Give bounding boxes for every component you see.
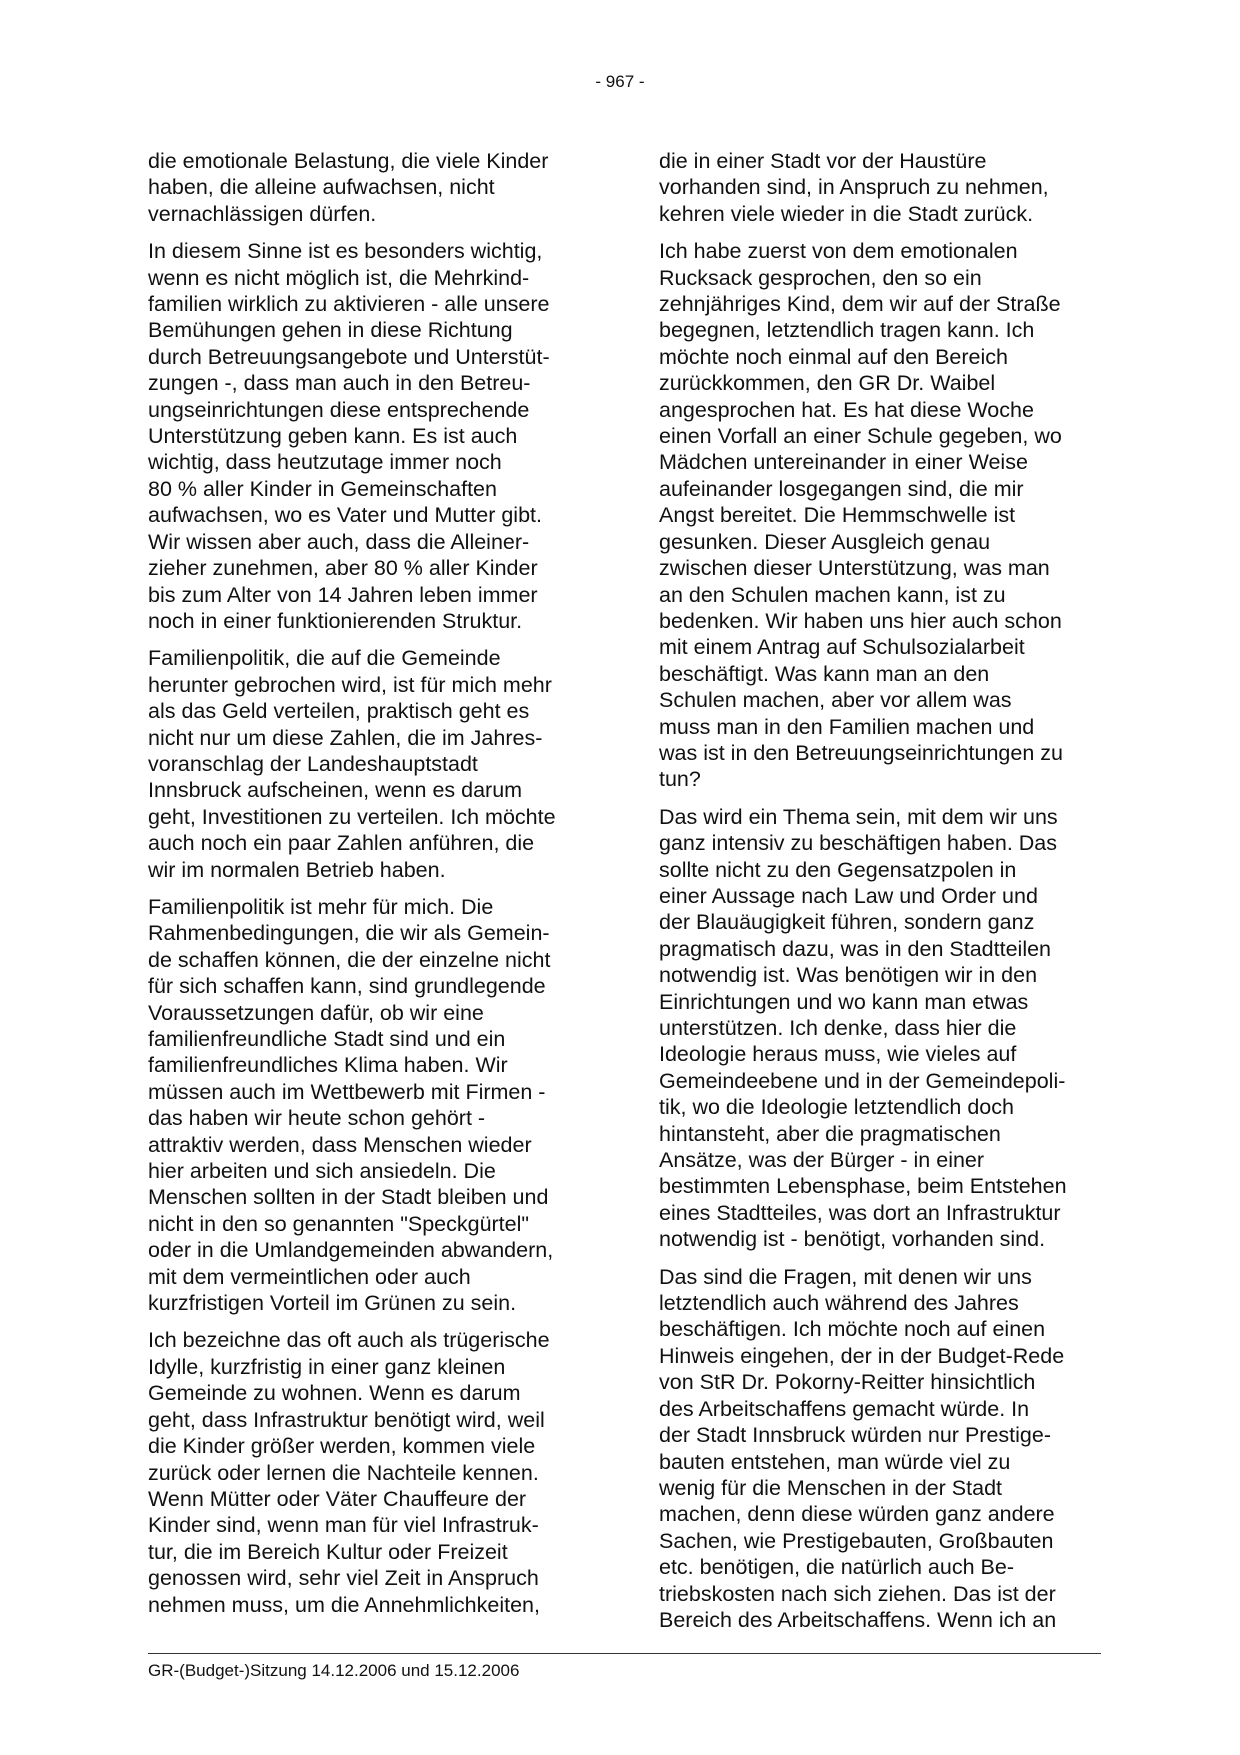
paragraph: Ich habe zuerst von dem emotionalen Rucksack gesprochen, den so ein zehnjähriges Kind, dem wir auf der Straße begegnen, letztendlich tragen kann. Ich möchte noch einmal auf den Bereich zurückkommen, den GR Dr. Waibel angesprochen hat. Es hat diese Woche einen Vorfall an einer Schule gegeben, wo Mädchen untereinander in einer Weise aufeinander losgegangen sind, die mir Angst bereitet. Die Hemmschwelle ist gesunken. Dieser Ausgleich genau zwischen dieser Unterstützung, was man an den Schulen machen kann, ist zu bedenken. Wir haben uns hier auch schon mit einem Antrag auf Schulsozialarbeit beschäftigt. Was kann man an den Schulen machen, aber vor allem was muss man in den Familien machen und was ist in den Betreuungseinrichtungen zu tun? <box>659 239 1063 792</box>
paragraph: In diesem Sinne ist es besonders wichtig, wenn es nicht möglich ist, die Mehrkind- familien wirklich zu aktivieren - alle unsere Bemühungen gehen in diese Richtung durch Betreuungsangebote und Unterstüt- zungen -, dass man auch in den Betreu- ungseinrichtungen diese entsprechende Unterstützung geben kann. Es ist auch wichtig, dass heutzutage immer noch 80 % aller Kinder in Gemeinschaften aufwachsen, wo es Vater und Mutter gibt. Wir wissen aber auch, dass die Alleiner- zieher zunehmen, aber 80 % aller Kinder bis zum Alter von 14 Jahren leben immer noch in einer funktionierenden Struktur. <box>148 239 550 633</box>
left-column <box>148 148 584 1629</box>
paragraph: die in einer Stadt vor der Haustüre vorhanden sind, in Anspruch zu nehmen, kehren viele wieder in die Stadt zurück. <box>659 149 1049 226</box>
page-number: - 967 - <box>595 72 645 91</box>
right-column <box>659 148 1101 1644</box>
paragraph: die emotionale Belastung, die viele Kinder haben, die alleine aufwachsen, nicht vernachlässigen dürfen. <box>148 149 549 226</box>
footer-divider <box>148 1653 1101 1654</box>
footer-text: GR-(Budget-)Sitzung 14.12.2006 und 15.12.2006 <box>148 1661 520 1680</box>
paragraph: Das sind die Fragen, mit denen wir uns letztendlich auch während des Jahres beschäftigen. Ich möchte noch auf einen Hinweis eingehen, der in der Budget-Rede von StR Dr. Pokorny-Reitter hinsichtlich des Arbeitschaffens gemacht würde. In der Stadt Innsbruck würden nur Prestige- bauten entstehen, man würde viel zu wenig für die Menschen in der Stadt machen, denn diese würden ganz andere Sachen, wie Prestigebauten, Großbauten etc. benötigen, die natürlich auch Be- triebskosten nach sich ziehen. Das ist der Bereich des Arbeitschaffens. Wenn ich an <box>659 1264 1065 1632</box>
paragraph: Ich bezeichne das oft auch als trügerische Idylle, kurzfristig in einer ganz kleinen Gemeinde zu wohnen. Wenn es darum geht, dass Infrastruktur benötigt wird, weil die Kinder größer werden, kommen viele zurück oder lernen die Nachteile kennen. Wenn Mütter oder Väter Chauffeure der Kinder sind, wenn man für viel Infrastruk- tur, die im Bereich Kultur oder Freizeit genossen wird, sehr viel Zeit in Anspruch nehmen muss, um die Annehmlichkeiten, <box>148 1328 550 1617</box>
paragraph: Das wird ein Thema sein, mit dem wir uns ganz intensiv zu beschäftigen haben. Das sollte nicht zu den Gegensatzpolen in einer Aussage nach Law und Order und der Blauäugigkeit führen, sondern ganz pragmatisch dazu, was in den Stadtteilen notwendig ist. Was benötigen wir in den Einrichtungen und wo kann man etwas unterstützen. Ich denke, dass hier die Ideologie heraus muss, wie vieles auf Gemeindeebene und in der Gemeindepoli- tik, wo die Ideologie letztendlich doch hintansteht, aber die pragmatischen Ansätze, was der Bürger - in einer bestimmten Lebensphase, beim Entstehen eines Stadtteiles, was dort an Infrastruktur notwendig ist - benötigt, vorhanden sind. <box>659 804 1067 1252</box>
paragraph: Familienpolitik, die auf die Gemeinde herunter gebrochen wird, ist für mich mehr als das Geld verteilen, praktisch geht es nicht nur um diese Zahlen, die im Jahres- voranschlag der Landeshauptstadt Innsbruck aufscheinen, wenn es darum geht, Investitionen zu verteilen. Ich möchte auch noch ein paar Zahlen anführen, die wir im normalen Betrieb haben. <box>148 646 556 882</box>
paragraph: Familienpolitik ist mehr für mich. Die Rahmenbedingungen, die wir als Gemein- de schaffen können, die der einzelne nicht für sich schaffen kann, sind grundlegende Voraussetzungen dafür, ob wir eine familienfreundliche Stadt sind und ein familienfreundliches Klima haben. Wir müssen auch im Wettbewerb mit Firmen - das haben wir heute schon gehört - attraktiv werden, dass Menschen wieder hier arbeiten und sich ansiedeln. Die Menschen sollten in der Stadt bleiben und nicht in den so genannten "Speckgürtel" oder in die Umlandgemeinden abwandern, mit dem vermeintlichen oder auch kurzfristigen Vorteil im Grünen zu sein. <box>148 894 554 1316</box>
